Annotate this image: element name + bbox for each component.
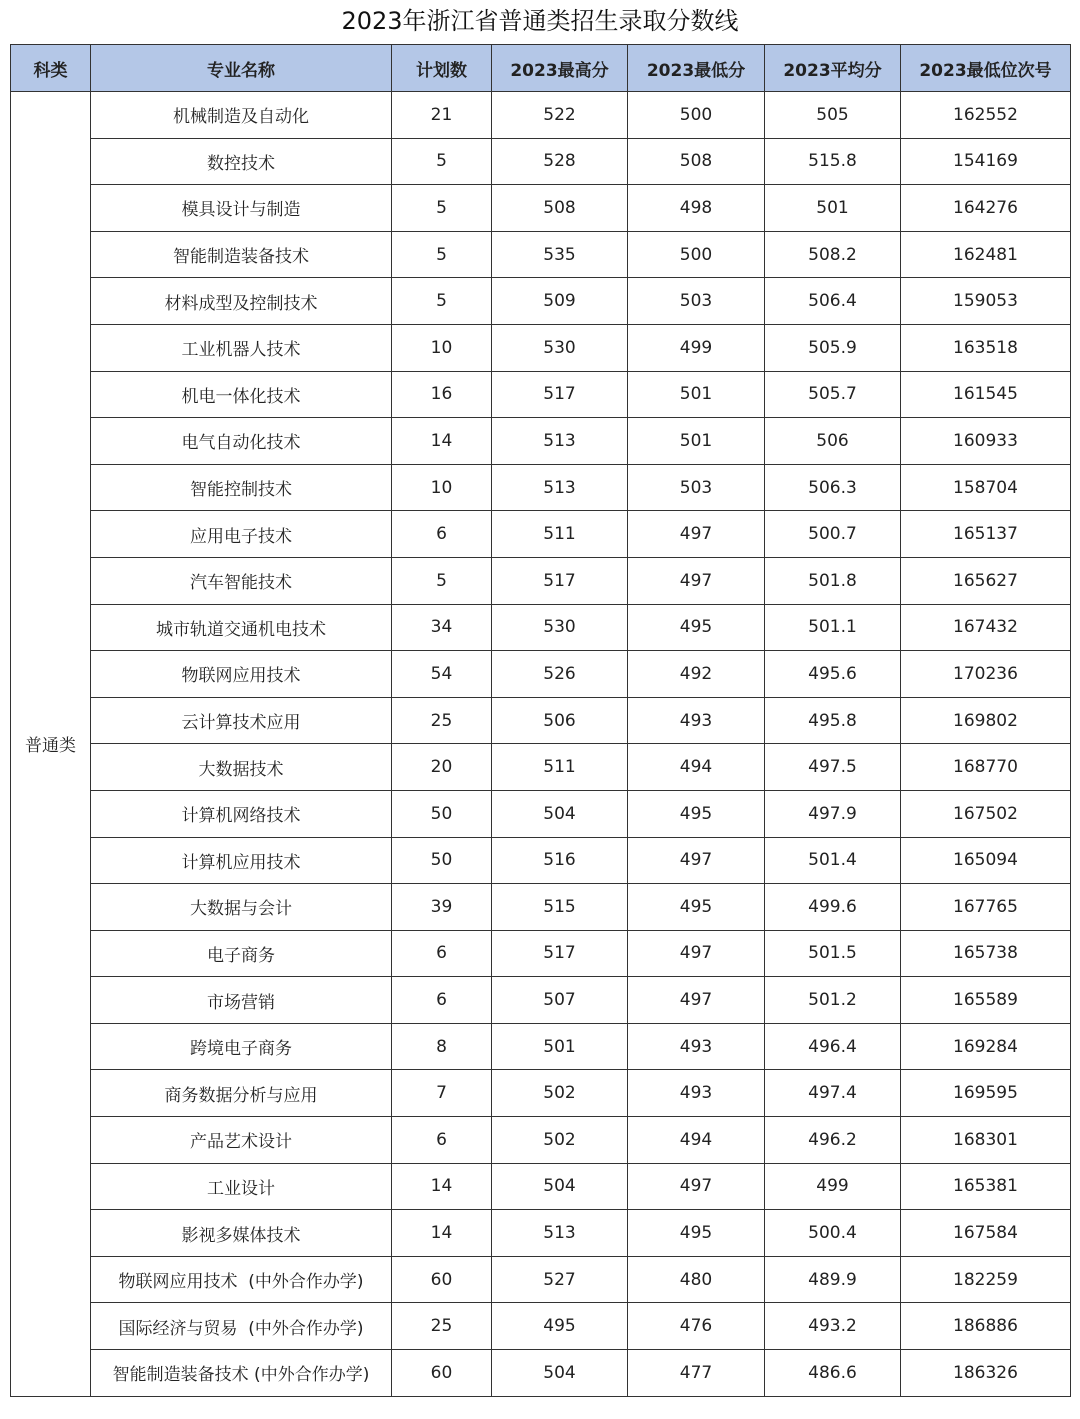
min-rank-cell: 186326 xyxy=(901,1350,1071,1397)
plan-count-cell: 5 xyxy=(392,185,492,232)
table-row xyxy=(11,837,1071,884)
major-name-cell: 智能制造装备技术 xyxy=(91,231,392,278)
max-score-cell: 528 xyxy=(492,138,628,185)
table-row xyxy=(11,1023,1071,1070)
min-rank-cell: 169284 xyxy=(901,1023,1071,1070)
major-name-cell: 机电一体化技术 xyxy=(91,371,392,418)
table-row xyxy=(11,884,1071,931)
table-row xyxy=(11,651,1071,698)
plan-count-cell: 6 xyxy=(392,1117,492,1164)
avg-score-cell: 505.9 xyxy=(765,324,901,371)
plan-count-cell: 25 xyxy=(392,697,492,744)
major-name-cell: 物联网应用技术 xyxy=(91,651,392,698)
max-score-cell: 502 xyxy=(492,1117,628,1164)
table-row xyxy=(11,464,1071,511)
category-cell: 普通类 xyxy=(11,92,91,1397)
min-rank-cell: 159053 xyxy=(901,278,1071,325)
avg-score-cell: 501.5 xyxy=(765,930,901,977)
min-score-cell: 497 xyxy=(628,557,765,604)
min-score-cell: 501 xyxy=(628,371,765,418)
min-score-cell: 495 xyxy=(628,604,765,651)
plan-count-cell: 14 xyxy=(392,418,492,465)
min-score-cell: 508 xyxy=(628,138,765,185)
major-name-cell: 电气自动化技术 xyxy=(91,418,392,465)
max-score-cell: 509 xyxy=(492,278,628,325)
avg-score-cell: 501.1 xyxy=(765,604,901,651)
max-score-cell: 506 xyxy=(492,697,628,744)
major-name-cell: 工业设计 xyxy=(91,1163,392,1210)
table-row xyxy=(11,231,1071,278)
plan-count-cell: 50 xyxy=(392,790,492,837)
avg-score-cell: 495.6 xyxy=(765,651,901,698)
header-major-name: 专业名称 xyxy=(91,45,392,92)
max-score-cell: 522 xyxy=(492,92,628,139)
max-score-cell: 517 xyxy=(492,930,628,977)
max-score-cell: 504 xyxy=(492,1163,628,1210)
min-rank-cell: 165381 xyxy=(901,1163,1071,1210)
table-row xyxy=(11,371,1071,418)
max-score-cell: 515 xyxy=(492,884,628,931)
min-score-cell: 503 xyxy=(628,464,765,511)
min-rank-cell: 163518 xyxy=(901,324,1071,371)
max-score-cell: 508 xyxy=(492,185,628,232)
min-score-cell: 503 xyxy=(628,278,765,325)
avg-score-cell: 486.6 xyxy=(765,1350,901,1397)
plan-count-cell: 60 xyxy=(392,1256,492,1303)
max-score-cell: 535 xyxy=(492,231,628,278)
avg-score-cell: 496.2 xyxy=(765,1117,901,1164)
avg-score-cell: 497.5 xyxy=(765,744,901,791)
min-rank-cell: 164276 xyxy=(901,185,1071,232)
major-name-cell: 国际经济与贸易 (中外合作办学) xyxy=(91,1303,392,1350)
major-name-cell: 模具设计与制造 xyxy=(91,185,392,232)
plan-count-cell: 60 xyxy=(392,1350,492,1397)
avg-score-cell: 499.6 xyxy=(765,884,901,931)
min-rank-cell: 167584 xyxy=(901,1210,1071,1257)
plan-count-cell: 10 xyxy=(392,464,492,511)
major-name-cell: 智能制造装备技术 (中外合作办学) xyxy=(91,1350,392,1397)
avg-score-cell: 500.4 xyxy=(765,1210,901,1257)
plan-count-cell: 14 xyxy=(392,1163,492,1210)
max-score-cell: 501 xyxy=(492,1023,628,1070)
plan-count-cell: 5 xyxy=(392,231,492,278)
major-name-cell: 大数据与会计 xyxy=(91,884,392,931)
major-name-cell: 商务数据分析与应用 xyxy=(91,1070,392,1117)
plan-count-cell: 50 xyxy=(392,837,492,884)
min-score-cell: 500 xyxy=(628,92,765,139)
min-score-cell: 492 xyxy=(628,651,765,698)
max-score-cell: 530 xyxy=(492,324,628,371)
avg-score-cell: 506.4 xyxy=(765,278,901,325)
plan-count-cell: 5 xyxy=(392,278,492,325)
plan-count-cell: 10 xyxy=(392,324,492,371)
major-name-cell: 材料成型及控制技术 xyxy=(91,278,392,325)
max-score-cell: 513 xyxy=(492,464,628,511)
major-name-cell: 大数据技术 xyxy=(91,744,392,791)
plan-count-cell: 5 xyxy=(392,138,492,185)
header-category: 科类 xyxy=(11,45,91,92)
plan-count-cell: 6 xyxy=(392,977,492,1024)
major-name-cell: 数控技术 xyxy=(91,138,392,185)
major-name-cell: 机械制造及自动化 xyxy=(91,92,392,139)
page-title: 2023年浙江省普通类招生录取分数线 xyxy=(341,7,739,35)
avg-score-cell: 505.7 xyxy=(765,371,901,418)
avg-score-cell: 500.7 xyxy=(765,511,901,558)
table-body xyxy=(11,92,1071,1397)
major-name-cell: 汽车智能技术 xyxy=(91,557,392,604)
major-name-cell: 计算机网络技术 xyxy=(91,790,392,837)
avg-score-cell: 493.2 xyxy=(765,1303,901,1350)
table-row xyxy=(11,1256,1071,1303)
major-name-cell: 物联网应用技术 (中外合作办学) xyxy=(91,1256,392,1303)
min-score-cell: 476 xyxy=(628,1303,765,1350)
min-rank-cell: 167502 xyxy=(901,790,1071,837)
plan-count-cell: 5 xyxy=(392,557,492,604)
major-name-cell: 产品艺术设计 xyxy=(91,1117,392,1164)
table-row xyxy=(11,1117,1071,1164)
min-rank-cell: 168770 xyxy=(901,744,1071,791)
table-row xyxy=(11,930,1071,977)
min-score-cell: 497 xyxy=(628,511,765,558)
min-rank-cell: 160933 xyxy=(901,418,1071,465)
avg-score-cell: 501.4 xyxy=(765,837,901,884)
avg-score-cell: 508.2 xyxy=(765,231,901,278)
min-score-cell: 499 xyxy=(628,324,765,371)
major-name-cell: 城市轨道交通机电技术 xyxy=(91,604,392,651)
min-rank-cell: 161545 xyxy=(901,371,1071,418)
plan-count-cell: 16 xyxy=(392,371,492,418)
header-min-score: 2023最低分 xyxy=(628,45,765,92)
min-rank-cell: 182259 xyxy=(901,1256,1071,1303)
min-score-cell: 500 xyxy=(628,231,765,278)
plan-count-cell: 54 xyxy=(392,651,492,698)
min-rank-cell: 167432 xyxy=(901,604,1071,651)
major-name-cell: 应用电子技术 xyxy=(91,511,392,558)
admission-score-table xyxy=(10,44,1071,1397)
plan-count-cell: 14 xyxy=(392,1210,492,1257)
table-row xyxy=(11,1210,1071,1257)
header-max-score: 2023最高分 xyxy=(492,45,628,92)
table-row xyxy=(11,977,1071,1024)
max-score-cell: 517 xyxy=(492,557,628,604)
table-row xyxy=(11,138,1071,185)
min-score-cell: 494 xyxy=(628,744,765,791)
min-rank-cell: 169595 xyxy=(901,1070,1071,1117)
min-rank-cell: 170236 xyxy=(901,651,1071,698)
min-score-cell: 497 xyxy=(628,1163,765,1210)
min-score-cell: 493 xyxy=(628,697,765,744)
header-plan-count: 计划数 xyxy=(392,45,492,92)
table-row xyxy=(11,604,1071,651)
avg-score-cell: 489.9 xyxy=(765,1256,901,1303)
min-score-cell: 493 xyxy=(628,1023,765,1070)
min-rank-cell: 162481 xyxy=(901,231,1071,278)
header-avg-score: 2023平均分 xyxy=(765,45,901,92)
min-rank-cell: 158704 xyxy=(901,464,1071,511)
table-row xyxy=(11,744,1071,791)
avg-score-cell: 506 xyxy=(765,418,901,465)
min-score-cell: 495 xyxy=(628,1210,765,1257)
min-rank-cell: 165137 xyxy=(901,511,1071,558)
plan-count-cell: 25 xyxy=(392,1303,492,1350)
table-row xyxy=(11,790,1071,837)
major-name-cell: 云计算技术应用 xyxy=(91,697,392,744)
plan-count-cell: 39 xyxy=(392,884,492,931)
major-name-cell: 工业机器人技术 xyxy=(91,324,392,371)
max-score-cell: 513 xyxy=(492,418,628,465)
table-row xyxy=(11,697,1071,744)
plan-count-cell: 8 xyxy=(392,1023,492,1070)
major-name-cell: 跨境电子商务 xyxy=(91,1023,392,1070)
max-score-cell: 507 xyxy=(492,977,628,1024)
min-score-cell: 497 xyxy=(628,930,765,977)
avg-score-cell: 505 xyxy=(765,92,901,139)
table-row xyxy=(11,418,1071,465)
min-rank-cell: 165094 xyxy=(901,837,1071,884)
plan-count-cell: 7 xyxy=(392,1070,492,1117)
major-name-cell: 智能控制技术 xyxy=(91,464,392,511)
min-score-cell: 494 xyxy=(628,1117,765,1164)
min-score-cell: 495 xyxy=(628,884,765,931)
min-rank-cell: 165627 xyxy=(901,557,1071,604)
plan-count-cell: 20 xyxy=(392,744,492,791)
min-rank-cell: 165589 xyxy=(901,977,1071,1024)
table-row xyxy=(11,1350,1071,1397)
min-rank-cell: 162552 xyxy=(901,92,1071,139)
table-row xyxy=(11,92,1071,139)
header-min-rank: 2023最低位次号 xyxy=(901,45,1071,92)
min-score-cell: 497 xyxy=(628,837,765,884)
min-score-cell: 495 xyxy=(628,790,765,837)
max-score-cell: 511 xyxy=(492,511,628,558)
min-score-cell: 493 xyxy=(628,1070,765,1117)
avg-score-cell: 499 xyxy=(765,1163,901,1210)
avg-score-cell: 501 xyxy=(765,185,901,232)
table-row xyxy=(11,1163,1071,1210)
table-row xyxy=(11,511,1071,558)
table-row xyxy=(11,185,1071,232)
plan-count-cell: 6 xyxy=(392,930,492,977)
avg-score-cell: 501.2 xyxy=(765,977,901,1024)
min-score-cell: 498 xyxy=(628,185,765,232)
max-score-cell: 495 xyxy=(492,1303,628,1350)
min-rank-cell: 169802 xyxy=(901,697,1071,744)
min-rank-cell: 168301 xyxy=(901,1117,1071,1164)
min-rank-cell: 154169 xyxy=(901,138,1071,185)
avg-score-cell: 495.8 xyxy=(765,697,901,744)
major-name-cell: 影视多媒体技术 xyxy=(91,1210,392,1257)
avg-score-cell: 515.8 xyxy=(765,138,901,185)
max-score-cell: 526 xyxy=(492,651,628,698)
table-row xyxy=(11,278,1071,325)
max-score-cell: 511 xyxy=(492,744,628,791)
plan-count-cell: 21 xyxy=(392,92,492,139)
table-row xyxy=(11,557,1071,604)
avg-score-cell: 497.4 xyxy=(765,1070,901,1117)
avg-score-cell: 497.9 xyxy=(765,790,901,837)
max-score-cell: 504 xyxy=(492,1350,628,1397)
table-row xyxy=(11,1303,1071,1350)
avg-score-cell: 506.3 xyxy=(765,464,901,511)
plan-count-cell: 34 xyxy=(392,604,492,651)
min-rank-cell: 186886 xyxy=(901,1303,1071,1350)
max-score-cell: 513 xyxy=(492,1210,628,1257)
avg-score-cell: 501.8 xyxy=(765,557,901,604)
major-name-cell: 市场营销 xyxy=(91,977,392,1024)
max-score-cell: 502 xyxy=(492,1070,628,1117)
plan-count-cell: 6 xyxy=(392,511,492,558)
table-row xyxy=(11,1070,1071,1117)
min-score-cell: 501 xyxy=(628,418,765,465)
min-score-cell: 480 xyxy=(628,1256,765,1303)
min-rank-cell: 165738 xyxy=(901,930,1071,977)
max-score-cell: 504 xyxy=(492,790,628,837)
table-header-row xyxy=(11,45,1071,92)
min-score-cell: 477 xyxy=(628,1350,765,1397)
table-row xyxy=(11,324,1071,371)
major-name-cell: 电子商务 xyxy=(91,930,392,977)
max-score-cell: 530 xyxy=(492,604,628,651)
major-name-cell: 计算机应用技术 xyxy=(91,837,392,884)
max-score-cell: 516 xyxy=(492,837,628,884)
max-score-cell: 517 xyxy=(492,371,628,418)
avg-score-cell: 496.4 xyxy=(765,1023,901,1070)
min-score-cell: 497 xyxy=(628,977,765,1024)
min-rank-cell: 167765 xyxy=(901,884,1071,931)
max-score-cell: 527 xyxy=(492,1256,628,1303)
